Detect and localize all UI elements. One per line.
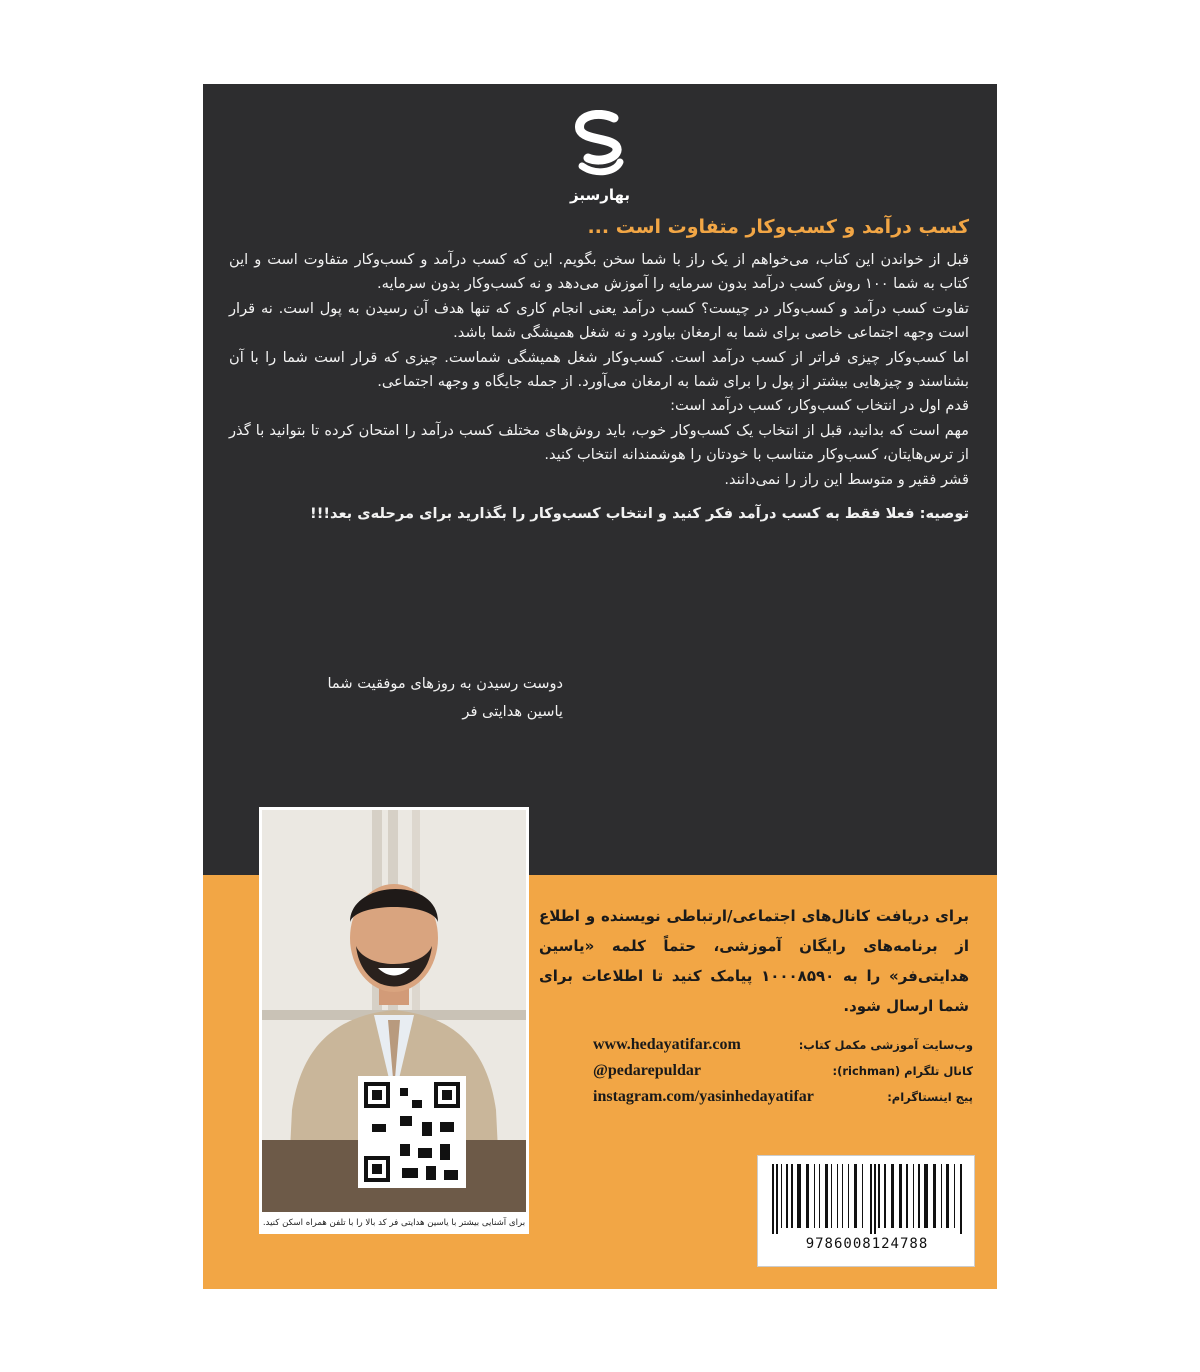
author-portrait-image bbox=[262, 810, 526, 1230]
barcode-stripe bbox=[862, 1164, 863, 1228]
barcode-stripe bbox=[899, 1164, 902, 1228]
body-text bbox=[229, 248, 969, 526]
link-row bbox=[593, 1088, 973, 1114]
barcode-stripe bbox=[837, 1164, 838, 1228]
barcode-stripe bbox=[941, 1164, 942, 1228]
barcode-stripe bbox=[913, 1164, 914, 1228]
barcode-stripe bbox=[918, 1164, 920, 1228]
barcode-stripe bbox=[797, 1164, 801, 1228]
book-back-cover bbox=[203, 84, 997, 1289]
barcode-stripe bbox=[819, 1164, 820, 1228]
barcode-stripe bbox=[806, 1164, 809, 1228]
barcode-stripe bbox=[791, 1164, 793, 1228]
author-photo bbox=[259, 807, 529, 1233]
signature-block bbox=[263, 670, 563, 726]
author-name: یاسین هدایتی فر bbox=[462, 703, 563, 720]
link-label: کانال تلگرام (richman): bbox=[832, 1064, 973, 1078]
barcode-stripe bbox=[831, 1164, 832, 1228]
paragraph: قدم اول در انتخاب کسب‌وکار، کسب درآمد است: bbox=[670, 397, 969, 415]
paragraph: اما کسب‌وکار چیزی فراتر از کسب درآمد است. کسب‌وکار شغل همیشگی شماست. چیزی که قرار است شما را با آن بشناسند و چیزهایی بیشتر از پول را برای شما به ارمغان می‌آورد. از جمله جایگاه و وجهه اجتماعی. bbox=[229, 348, 969, 391]
barcode-stripe bbox=[854, 1164, 857, 1228]
headline: کسب درآمد و کسب‌وکار متفاوت است ... bbox=[587, 216, 969, 238]
isbn-number: 9786008124788 bbox=[805, 1236, 929, 1252]
barcode-stripe bbox=[954, 1164, 955, 1228]
barcode-stripe bbox=[874, 1164, 876, 1234]
barcode-stripe bbox=[870, 1164, 872, 1234]
barcode-stripe bbox=[786, 1164, 788, 1228]
link-row bbox=[593, 1062, 973, 1088]
link-label: وب‌سایت آموزشی مکمل کتاب: bbox=[798, 1038, 973, 1052]
photo-caption: برای آشنایی بیشتر با یاسین هدایتی فر کد بالا را با تلفن همراه اسکن کنید. bbox=[259, 1212, 529, 1234]
barcode-stripe bbox=[891, 1164, 894, 1228]
barcode-stripe bbox=[842, 1164, 843, 1228]
paragraph: قبل از خواندن این کتاب، می‌خواهم از یک راز با شما سخن بگویم. این که کسب درآمد و کسب‌وکار متفاوت است و این کتاب به شما ۱۰۰ روش کسب درآمد بدون سرمایه را آموزش می‌دهد و نه کسب‌وکار بدون سرمایه. bbox=[229, 251, 969, 293]
barcode-stripe bbox=[825, 1164, 828, 1228]
isbn-barcode bbox=[757, 1155, 975, 1267]
telegram-link[interactable]: @pedarepuldar bbox=[593, 1062, 701, 1079]
recommendation: توصیه: فعلا فقط به کسب درآمد فکر کنید و انتخاب کسب‌وکار را بگذارید برای مرحله‌ی بعد!!! bbox=[310, 505, 969, 523]
link-label: پیج اینستاگرام: bbox=[887, 1090, 973, 1104]
paragraph: قشر فقیر و متوسط این راز را نمی‌دانند. bbox=[724, 470, 969, 488]
barcode-stripe bbox=[884, 1164, 886, 1228]
instagram-link[interactable]: instagram.com/yasinhedayatifar bbox=[593, 1088, 814, 1105]
barcode-stripe bbox=[814, 1164, 815, 1228]
link-row bbox=[593, 1036, 973, 1062]
links-list bbox=[593, 1036, 973, 1114]
barcode-stripe bbox=[776, 1164, 778, 1234]
barcode-stripe bbox=[772, 1164, 774, 1234]
publisher-logo bbox=[552, 110, 648, 210]
paragraph: مهم است که بدانید، قبل از انتخاب یک کسب‌وکار خوب، باید روش‌های مختلف کسب درآمد را امتحان کرده تا بتوانید با گذر از ترس‌هایتان، کسب‌وکار متناسب با خودتان را هوشمندانه انتخاب کنید. bbox=[229, 421, 969, 464]
barcode-bars bbox=[770, 1164, 964, 1234]
barcode-stripe bbox=[878, 1164, 880, 1228]
signoff: دوست رسیدن به روزهای موفقیت شما bbox=[327, 675, 563, 692]
website-link[interactable]: www.hedayatifar.com bbox=[593, 1036, 741, 1053]
promo-text: برای دریافت کانال‌های اجتماعی/ارتباطی نویسنده و اطلاع از برنامه‌های رایگان آموزشی، حتماً کلمه «یاسین هدایتی‌فر» را به ۱۰۰۰۸۵۹۰ پیامک کنید تا اطلاعات برای شما ارسال شود. bbox=[539, 907, 969, 1015]
publisher-logo-icon bbox=[552, 110, 648, 186]
publisher-name: بهارسبز bbox=[569, 186, 630, 204]
barcode-stripe bbox=[946, 1164, 949, 1228]
barcode-stripe bbox=[848, 1164, 849, 1228]
paragraph: تفاوت کسب درآمد و کسب‌وکار در چیست؟ کسب درآمد یعنی انجام کاری که تنها هدف آن رسیدن به پول است. نه قرار است وجهه اجتماعی خاصی برای شما به ارمغان بیاورد و نه شغل همیشگی شما باشد. bbox=[229, 299, 969, 342]
barcode-stripe bbox=[960, 1164, 962, 1234]
barcode-stripe bbox=[906, 1164, 908, 1228]
barcode-stripe bbox=[933, 1164, 936, 1228]
barcode-stripe bbox=[781, 1164, 782, 1228]
barcode-stripe bbox=[924, 1164, 928, 1228]
